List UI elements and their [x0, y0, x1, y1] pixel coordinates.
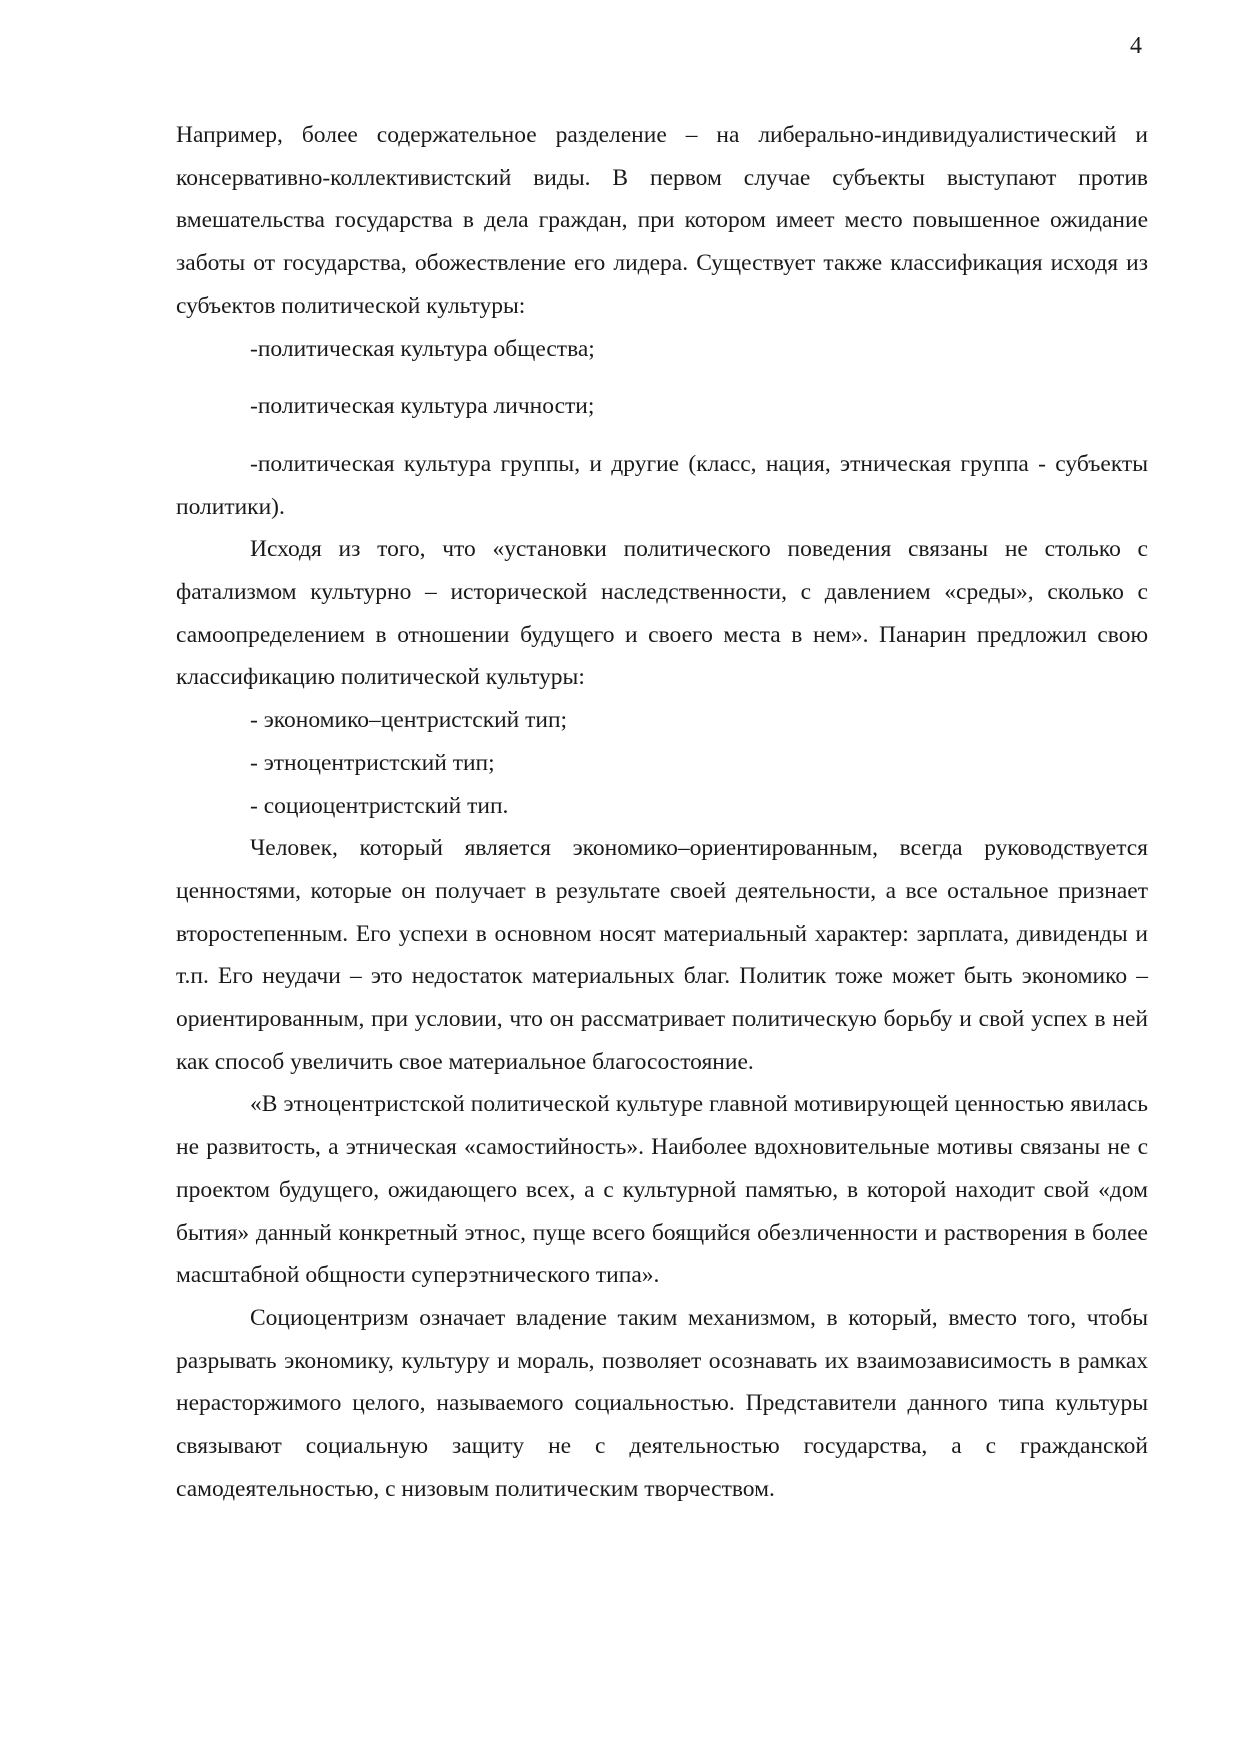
paragraph: Человек, который является экономико–ориентированным, всегда руководствуется ценностями, которые он получает в результате своей деятельности, а все остальное признает второстепенным. Его успехи в основном носят материальный характер: зарплата, дивиденды и т.п. Его неудачи – это недостаток материальных благ. Политик тоже может быть экономико – ориентированным, при условии, что он рассматривает политическую борьбу и свой успех в ней как способ увеличить свое материальное благосостояние.: [176, 835, 1148, 1075]
list-item: -политическая культура личности;: [250, 393, 595, 420]
list-item: - этноцентристский тип;: [250, 749, 495, 776]
paragraph: Например, более содержательное разделение – на либерально-индивидуалистический и консервативно-коллективистский виды. В первом случае субъекты выступают против вмешательства государства в дела граждан, при котором имеет место повышенное ожидание заботы от государства, обожествление его лидера. Существует также классификация исходя из субъектов политической культуры:: [176, 122, 1148, 319]
paragraph: Социоцентризм означает владение таким механизмом, в который, вместо того, чтобы разрывать экономику, культуру и мораль, позволяет осознавать их взаимозависимость в рамках нерасторжимого целого, называемого социальностью. Представители данного типа культуры связывают социальную защиту не с деятельностью государства, а с гражданской самодеятельностью, с низовым политическим творчеством.: [176, 1304, 1148, 1502]
paragraph: «В этноцентристской политической культуре главной мотивирующей ценностью явилась не развитость, а этническая «самостийность». Наиболее вдохновительные мотивы связаны не с проектом будущего, ожидающего всех, а с культурной памятью, в которой находит свой «дом бытия» данный конкретный этнос, пуще всего боящийся обезличенности и растворения в более масштабной общности суперэтнического типа».: [176, 1091, 1148, 1289]
page-number: 4: [1130, 33, 1142, 59]
list-item: - социоцентристский тип.: [250, 792, 509, 819]
paragraph: -политическая культура группы, и другие (класс, нация, этническая группа - субъекты политики).: [176, 450, 1148, 520]
list-item: -политическая культура общества;: [250, 335, 595, 362]
paragraph: Исходя из того, что «установки политического поведения связаны не столько с фатализмом культурно – исторической наследственности, с давлением «среды», сколько с самоопределением в отношении будущего и своего места в нем». Панарин предложил свою классификацию политической культуры:: [176, 536, 1148, 691]
list-item: - экономико–центристский тип;: [250, 707, 568, 734]
document-body: [176, 114, 1148, 1511]
